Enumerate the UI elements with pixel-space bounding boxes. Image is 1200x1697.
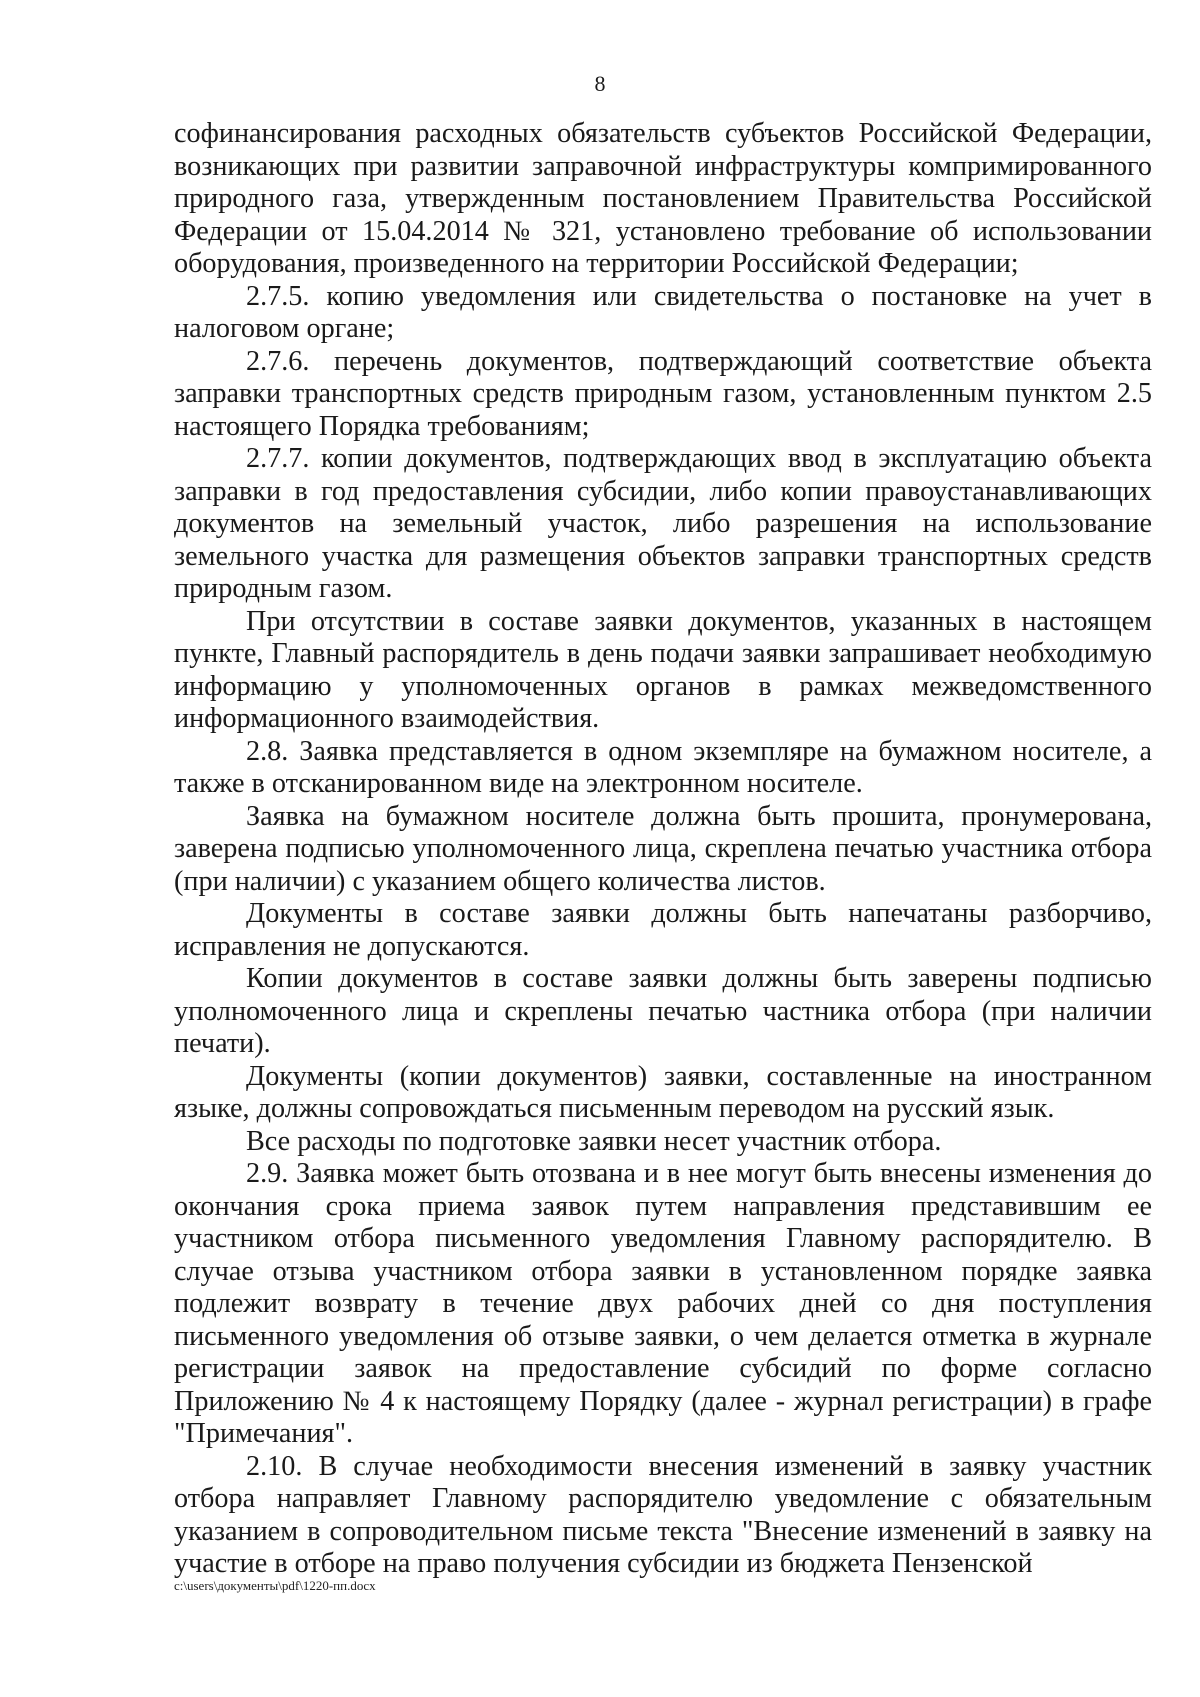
page-number: 8 — [594, 71, 606, 96]
paragraph-2-7-5: 2.7.5. копию уведомления или свидетельства о постановке на учет в налоговом органе; — [174, 280, 1152, 344]
paragraph-2-10: 2.10. В случае необходимости внесения изменений в заявку участник отбора направляет Главному распорядителю уведомление с обязательным указанием в сопроводительном письме текста "Внесение изменений в заявку на участие в отборе на право получения субсидии из бюджета Пензенской — [174, 1450, 1152, 1579]
paragraph-paper-application: Заявка на бумажном носителе должна быть прошита, пронумерована, заверена подписью уполномоченного лица, скреплена печатью участника отбора (при наличии) с указанием общего количества листов. — [174, 800, 1152, 897]
paragraph-expenses: Все расходы по подготовке заявки несет участник отбора. — [246, 1125, 942, 1157]
footer-file-path: c:\users\документы\pdf\1220-пп.docx — [174, 1578, 376, 1593]
paragraph-foreign-language: Документы (копии документов) заявки, составленные на иностранном языке, должны сопровождаться письменным переводом на русский язык. — [174, 1060, 1152, 1124]
paragraph-2-8: 2.8. Заявка представляется в одном экземпляре на бумажном носителе, а также в отсканированном виде на электронном носителе. — [174, 735, 1152, 799]
paragraph-2-7-6: 2.7.6. перечень документов, подтверждающий соответствие объекта заправки транспортных средств природным газом, установленным пунктом 2.5 настоящего Порядка требованиям; — [174, 345, 1152, 442]
document-body — [174, 118, 1152, 1581]
paragraph-legibility: Документы в составе заявки должны быть напечатаны разборчиво, исправления не допускаются. — [174, 898, 1152, 962]
paragraph-2-7-7: 2.7.7. копии документов, подтверждающих ввод в эксплуатацию объекта заправки в год предоставления субсидии, либо копии правоустанавливающих документов на земельный участок, либо разрешения на использование земельного участка для размещения объектов заправки транспортных средств природным газом. — [174, 443, 1152, 604]
paragraph-continuation: софинансирования расходных обязательств субъектов Российской Федерации, возникающих при развитии заправочной инфраструктуры компримированного природного газа, утвержденным постановлением Правительства Российской Федерации от 15.04.2014 № 321, установлено требование об использовании оборудования, произведенного на территории Российской Федерации; — [174, 118, 1152, 279]
paragraph-2-9: 2.9. Заявка может быть отозвана и в нее могут быть внесены изменения до окончания срока приема заявок путем направления представившим ее участником отбора письменного уведомления Главному распорядителю. В случае отзыва участником отбора заявки в установленном порядке заявка подлежит возврату в течение двух рабочих дней со дня поступления письменного уведомления об отзыве заявки, о чем делается отметка в журнале регистрации заявок на предоставление субсидий по форме согласно Приложению № 4 к настоящему Порядку (далее - журнал регистрации) в графе "Примечания". — [174, 1158, 1152, 1449]
paragraph-missing-documents: При отсутствии в составе заявки документов, указанных в настоящем пункте, Главный распорядитель в день подачи заявки запрашивает необходимую информацию у уполномоченных органов в рамках межведомственного информационного взаимодействия. — [174, 605, 1152, 734]
paragraph-copies-certified: Копии документов в составе заявки должны быть заверены подписью уполномоченного лица и скреплены печатью частника отбора (при наличии печати). — [174, 963, 1152, 1059]
